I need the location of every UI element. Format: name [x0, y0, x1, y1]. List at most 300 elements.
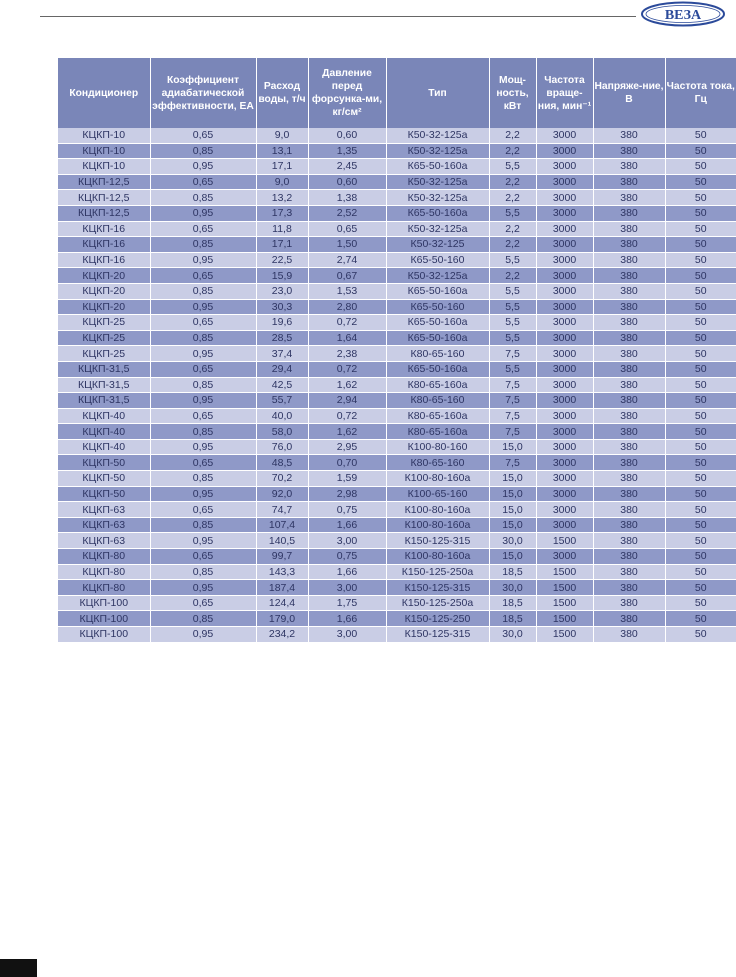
table-cell: 11,8 [256, 221, 308, 237]
table-cell: 0,85 [150, 283, 256, 299]
table-cell: 0,95 [150, 159, 256, 175]
table-cell: 0,85 [150, 424, 256, 440]
table-cell: К100-65-160 [386, 486, 489, 502]
table-cell: 50 [665, 377, 736, 393]
table-cell: 2,2 [489, 221, 536, 237]
table-cell: КЦКП-40 [58, 439, 150, 455]
table-row [58, 377, 736, 393]
table-cell: КЦКП-50 [58, 486, 150, 502]
table-cell: 3000 [536, 424, 593, 440]
table-cell: 0,72 [308, 315, 386, 331]
table-cell: 50 [665, 517, 736, 533]
table-cell: 2,2 [489, 268, 536, 284]
table-cell: 50 [665, 549, 736, 565]
table-cell: 380 [593, 205, 665, 221]
table-cell: 5,5 [489, 283, 536, 299]
table-cell: КЦКП-100 [58, 611, 150, 627]
table-cell: 50 [665, 627, 736, 643]
table-cell: 2,95 [308, 439, 386, 455]
table-cell: 0,85 [150, 237, 256, 253]
table-cell: 2,2 [489, 143, 536, 159]
table-cell: 0,65 [150, 361, 256, 377]
table-cell: 234,2 [256, 627, 308, 643]
table-cell: 2,2 [489, 174, 536, 190]
table-cell: 380 [593, 595, 665, 611]
table-cell: 50 [665, 471, 736, 487]
table-cell: 380 [593, 377, 665, 393]
table-cell: 40,0 [256, 408, 308, 424]
table-cell: 3000 [536, 502, 593, 518]
table-cell: 50 [665, 315, 736, 331]
table-cell: 50 [665, 424, 736, 440]
table-row [58, 346, 736, 362]
table-cell: 380 [593, 190, 665, 206]
table-cell: КЦКП-40 [58, 424, 150, 440]
table-cell: КЦКП-10 [58, 159, 150, 175]
table-cell: К150-125-250а [386, 595, 489, 611]
table-cell: 0,85 [150, 564, 256, 580]
column-header: Частота враще-ния, мин⁻¹ [536, 58, 593, 128]
table-cell: 0,85 [150, 517, 256, 533]
table-cell: 7,5 [489, 393, 536, 409]
table-cell: 50 [665, 580, 736, 596]
table-cell: 3000 [536, 471, 593, 487]
table-cell: 17,1 [256, 159, 308, 175]
column-header: Давление перед форсунка-ми, кг/см² [308, 58, 386, 128]
table-cell: 3000 [536, 143, 593, 159]
table-cell: 3000 [536, 128, 593, 143]
table-cell: 380 [593, 471, 665, 487]
table-header [58, 58, 736, 128]
table-row [58, 268, 736, 284]
table-row [58, 549, 736, 565]
table-cell: 1,35 [308, 143, 386, 159]
table-cell: 50 [665, 159, 736, 175]
table-cell: 5,5 [489, 205, 536, 221]
table-cell: К80-65-160 [386, 455, 489, 471]
table-cell: 2,2 [489, 237, 536, 253]
table-cell: 15,0 [489, 471, 536, 487]
table-cell: 0,60 [308, 174, 386, 190]
table-row [58, 299, 736, 315]
table-cell: 380 [593, 128, 665, 143]
table-cell: 0,95 [150, 580, 256, 596]
table-cell: 3000 [536, 174, 593, 190]
table-cell: 380 [593, 533, 665, 549]
table-cell: 0,65 [150, 455, 256, 471]
table-cell: К150-125-315 [386, 533, 489, 549]
table-cell: КЦКП-12,5 [58, 205, 150, 221]
table-cell: 3000 [536, 159, 593, 175]
table-cell: К80-65-160 [386, 393, 489, 409]
table-cell: К65-50-160 [386, 299, 489, 315]
table-cell: 0,65 [150, 502, 256, 518]
table-cell: К50-32-125а [386, 221, 489, 237]
table-cell: 58,0 [256, 424, 308, 440]
table-row [58, 517, 736, 533]
table-cell: 380 [593, 237, 665, 253]
table-cell: 380 [593, 252, 665, 268]
column-header: Мощ-ность, кВт [489, 58, 536, 128]
table-cell: КЦКП-16 [58, 237, 150, 253]
table-cell: КЦКП-63 [58, 533, 150, 549]
table-row [58, 221, 736, 237]
table-row [58, 283, 736, 299]
table-cell: К65-50-160а [386, 330, 489, 346]
table-cell: 9,0 [256, 128, 308, 143]
table-cell: 0,65 [150, 408, 256, 424]
table-cell: 5,5 [489, 159, 536, 175]
table-cell: 0,95 [150, 346, 256, 362]
table-cell: 380 [593, 517, 665, 533]
table-cell: 5,5 [489, 252, 536, 268]
table-cell: 3,00 [308, 627, 386, 643]
table-cell: 380 [593, 455, 665, 471]
table-cell: 15,0 [489, 439, 536, 455]
table-cell: КЦКП-20 [58, 268, 150, 284]
table-cell: 7,5 [489, 455, 536, 471]
table-cell: К100-80-160а [386, 471, 489, 487]
table-cell: 0,85 [150, 377, 256, 393]
table-cell: 0,72 [308, 408, 386, 424]
table-cell: 1500 [536, 580, 593, 596]
table-cell: 1,62 [308, 424, 386, 440]
table-cell: К150-125-315 [386, 580, 489, 596]
table-cell: 37,4 [256, 346, 308, 362]
table-cell: 179,0 [256, 611, 308, 627]
table-row [58, 611, 736, 627]
table-cell: КЦКП-80 [58, 564, 150, 580]
table-cell: 15,9 [256, 268, 308, 284]
table-cell: К150-125-315 [386, 627, 489, 643]
table-cell: 48,5 [256, 455, 308, 471]
table-cell: 3000 [536, 346, 593, 362]
table-cell: 3000 [536, 455, 593, 471]
table-cell: 50 [665, 595, 736, 611]
table-cell: 0,95 [150, 486, 256, 502]
table-cell: 380 [593, 502, 665, 518]
table-cell: 380 [593, 268, 665, 284]
table-cell: 15,0 [489, 486, 536, 502]
table-row [58, 237, 736, 253]
table-cell: 2,98 [308, 486, 386, 502]
table-cell: 3000 [536, 517, 593, 533]
table-row [58, 143, 736, 159]
table-cell: 3000 [536, 252, 593, 268]
table-cell: К65-50-160а [386, 205, 489, 221]
table-cell: К65-50-160а [386, 361, 489, 377]
table-cell: 23,0 [256, 283, 308, 299]
table-cell: 380 [593, 393, 665, 409]
table-row [58, 580, 736, 596]
table-cell: 7,5 [489, 377, 536, 393]
table-cell: 19,6 [256, 315, 308, 331]
table-cell: 9,0 [256, 174, 308, 190]
table-cell: 380 [593, 424, 665, 440]
table-cell: КЦКП-80 [58, 549, 150, 565]
table-cell: 3000 [536, 190, 593, 206]
table-cell: КЦКП-16 [58, 252, 150, 268]
table-cell: 0,95 [150, 252, 256, 268]
table-cell: К50-32-125а [386, 174, 489, 190]
table-cell: 1500 [536, 564, 593, 580]
table-cell: 2,2 [489, 190, 536, 206]
table-cell: К80-65-160а [386, 424, 489, 440]
table-cell: 0,85 [150, 471, 256, 487]
table-cell: К65-50-160 [386, 252, 489, 268]
table-cell: 74,7 [256, 502, 308, 518]
table-cell: 7,5 [489, 346, 536, 362]
table-cell: 92,0 [256, 486, 308, 502]
table-cell: 70,2 [256, 471, 308, 487]
specs-table [58, 58, 736, 643]
table-cell: КЦКП-10 [58, 143, 150, 159]
table-cell: 0,95 [150, 299, 256, 315]
table-cell: 1,64 [308, 330, 386, 346]
table-cell: 0,85 [150, 611, 256, 627]
table-cell: КЦКП-100 [58, 595, 150, 611]
table-cell: 0,85 [150, 143, 256, 159]
table-cell: 3000 [536, 439, 593, 455]
table-cell: 380 [593, 549, 665, 565]
table-cell: КЦКП-25 [58, 330, 150, 346]
table-cell: 13,1 [256, 143, 308, 159]
table-cell: КЦКП-63 [58, 517, 150, 533]
table-cell: 5,5 [489, 315, 536, 331]
table-cell: 3000 [536, 408, 593, 424]
table-cell: 2,74 [308, 252, 386, 268]
table-cell: К50-32-125а [386, 128, 489, 143]
table-cell: 5,5 [489, 299, 536, 315]
table-cell: 124,4 [256, 595, 308, 611]
table-cell: 5,5 [489, 361, 536, 377]
table-row [58, 424, 736, 440]
table-cell: 18,5 [489, 595, 536, 611]
table-cell: 1,75 [308, 595, 386, 611]
table-cell: 3000 [536, 549, 593, 565]
table-cell: 30,3 [256, 299, 308, 315]
table-cell: 3000 [536, 315, 593, 331]
table-row [58, 439, 736, 455]
table-cell: КЦКП-31,5 [58, 393, 150, 409]
table-cell: 3000 [536, 268, 593, 284]
table-cell: 0,95 [150, 533, 256, 549]
table-cell: 50 [665, 283, 736, 299]
table-cell: 3000 [536, 361, 593, 377]
table-cell: 13,2 [256, 190, 308, 206]
table-row [58, 159, 736, 175]
table-cell: 2,94 [308, 393, 386, 409]
table-cell: 1,66 [308, 611, 386, 627]
table-cell: К65-50-160а [386, 315, 489, 331]
table-cell: 0,85 [150, 330, 256, 346]
table-row [58, 455, 736, 471]
table-cell: 1,38 [308, 190, 386, 206]
table-cell: 143,3 [256, 564, 308, 580]
table-row [58, 128, 736, 143]
table-cell: 0,65 [150, 268, 256, 284]
table-cell: 0,65 [308, 221, 386, 237]
table-cell: 0,85 [150, 190, 256, 206]
table-cell: 22,5 [256, 252, 308, 268]
table-cell: 0,60 [308, 128, 386, 143]
table-cell: 0,65 [150, 128, 256, 143]
table-cell: 2,80 [308, 299, 386, 315]
table-row [58, 252, 736, 268]
table-cell: 187,4 [256, 580, 308, 596]
table-cell: КЦКП-12,5 [58, 190, 150, 206]
table-cell: К100-80-160а [386, 502, 489, 518]
table-row [58, 315, 736, 331]
table-cell: 3000 [536, 377, 593, 393]
table-cell: 107,4 [256, 517, 308, 533]
table-cell: 17,1 [256, 237, 308, 253]
table-cell: 0,65 [150, 174, 256, 190]
table-cell: КЦКП-100 [58, 627, 150, 643]
table-cell: К150-125-250а [386, 564, 489, 580]
table-cell: 50 [665, 205, 736, 221]
table-cell: 1500 [536, 611, 593, 627]
table-cell: 50 [665, 346, 736, 362]
table-cell: 3000 [536, 205, 593, 221]
table-row [58, 627, 736, 643]
table-row [58, 205, 736, 221]
table-cell: КЦКП-50 [58, 455, 150, 471]
table-cell: 15,0 [489, 502, 536, 518]
table-row [58, 502, 736, 518]
table-cell: 50 [665, 268, 736, 284]
table-row [58, 533, 736, 549]
table-cell: КЦКП-10 [58, 128, 150, 143]
table-cell: 2,52 [308, 205, 386, 221]
table-cell: 3000 [536, 237, 593, 253]
table-cell: К80-65-160 [386, 346, 489, 362]
table-cell: 50 [665, 533, 736, 549]
table-cell: 50 [665, 330, 736, 346]
table-cell: 7,5 [489, 424, 536, 440]
table-cell: 50 [665, 439, 736, 455]
table-cell: 3000 [536, 486, 593, 502]
table-cell: 50 [665, 393, 736, 409]
table-cell: 3000 [536, 283, 593, 299]
table-cell: 5,5 [489, 330, 536, 346]
table-cell: 380 [593, 159, 665, 175]
table-cell: 28,5 [256, 330, 308, 346]
page-corner-mark [0, 959, 37, 977]
table-cell: 76,0 [256, 439, 308, 455]
table-cell: 380 [593, 346, 665, 362]
column-header: Частота тока, Гц [665, 58, 736, 128]
table-cell: 2,38 [308, 346, 386, 362]
table-cell: 50 [665, 361, 736, 377]
table-cell: 3000 [536, 330, 593, 346]
table-cell: 50 [665, 299, 736, 315]
table-cell: 0,65 [150, 549, 256, 565]
table-cell: 380 [593, 611, 665, 627]
table-cell: 50 [665, 143, 736, 159]
table-row [58, 190, 736, 206]
table-row [58, 361, 736, 377]
table-cell: 0,95 [150, 393, 256, 409]
table-cell: КЦКП-20 [58, 283, 150, 299]
table-cell: 50 [665, 221, 736, 237]
table-cell: КЦКП-63 [58, 502, 150, 518]
table-cell: 380 [593, 330, 665, 346]
table-cell: 380 [593, 564, 665, 580]
table-cell: 30,0 [489, 627, 536, 643]
table-cell: 0,95 [150, 205, 256, 221]
table-cell: 1500 [536, 595, 593, 611]
table-cell: 30,0 [489, 580, 536, 596]
table-cell: К50-32-125а [386, 190, 489, 206]
table-cell: 17,3 [256, 205, 308, 221]
table-cell: 50 [665, 455, 736, 471]
table-cell: 380 [593, 315, 665, 331]
table-cell: КЦКП-80 [58, 580, 150, 596]
table-cell: КЦКП-25 [58, 346, 150, 362]
column-header: Напряже-ние, В [593, 58, 665, 128]
table-cell: К50-32-125а [386, 268, 489, 284]
table-cell: К100-80-160а [386, 549, 489, 565]
table-cell: К100-80-160а [386, 517, 489, 533]
table-row [58, 408, 736, 424]
table-cell: 380 [593, 580, 665, 596]
specs-table-container [58, 58, 736, 643]
table-cell: 7,5 [489, 408, 536, 424]
table-cell: 15,0 [489, 517, 536, 533]
table-cell: КЦКП-40 [58, 408, 150, 424]
table-cell: 1500 [536, 533, 593, 549]
table-body [58, 128, 736, 642]
table-cell: 1,59 [308, 471, 386, 487]
table-cell: 140,5 [256, 533, 308, 549]
table-cell: 50 [665, 408, 736, 424]
table-cell: 380 [593, 486, 665, 502]
table-cell: КЦКП-31,5 [58, 361, 150, 377]
table-cell: КЦКП-12,5 [58, 174, 150, 190]
table-cell: 3,00 [308, 580, 386, 596]
table-cell: 2,45 [308, 159, 386, 175]
table-cell: 1500 [536, 627, 593, 643]
table-cell: 50 [665, 128, 736, 143]
table-cell: 55,7 [256, 393, 308, 409]
table-cell: 50 [665, 252, 736, 268]
table-row [58, 595, 736, 611]
table-cell: 50 [665, 190, 736, 206]
table-row [58, 564, 736, 580]
table-cell: 380 [593, 361, 665, 377]
table-cell: 29,4 [256, 361, 308, 377]
header-rule [40, 16, 636, 17]
table-cell: К150-125-250 [386, 611, 489, 627]
table-cell: 0,75 [308, 549, 386, 565]
table-cell: 50 [665, 502, 736, 518]
table-cell: 99,7 [256, 549, 308, 565]
table-cell: 42,5 [256, 377, 308, 393]
table-cell: К50-32-125 [386, 237, 489, 253]
column-header: Тип [386, 58, 489, 128]
table-cell: КЦКП-31,5 [58, 377, 150, 393]
table-cell: 380 [593, 283, 665, 299]
table-cell: 50 [665, 611, 736, 627]
table-cell: 15,0 [489, 549, 536, 565]
table-cell: 0,65 [150, 221, 256, 237]
table-cell: К65-50-160а [386, 159, 489, 175]
table-cell: 0,67 [308, 268, 386, 284]
table-cell: 50 [665, 564, 736, 580]
column-header: Коэффициент адиабатической эффективности, ЕА [150, 58, 256, 128]
table-cell: 0,95 [150, 627, 256, 643]
